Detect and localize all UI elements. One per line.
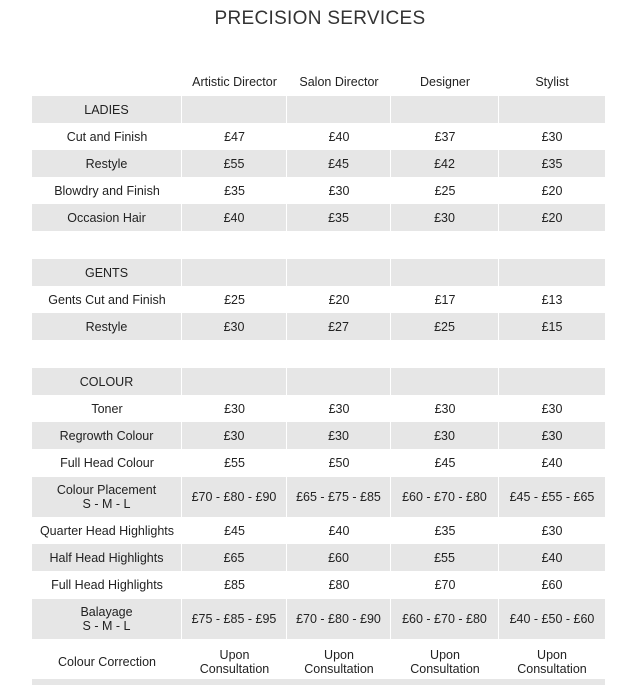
service-row [32, 204, 605, 231]
price-artistic-director [182, 544, 287, 571]
service-name [32, 477, 182, 517]
price-designer-text: £55 [434, 550, 455, 565]
price-stylist-text: Consultation [517, 662, 587, 676]
section-empty-cell [391, 259, 499, 286]
price-salon-director-text: £45 [328, 156, 349, 171]
price-salon-director [287, 286, 391, 313]
price-salon-director-text: Upon [324, 648, 354, 662]
service-row [32, 177, 605, 204]
price-designer-text: £30 [434, 401, 456, 416]
price-designer [391, 544, 499, 571]
price-stylist-text: £40 [541, 455, 563, 470]
price-stylist [499, 477, 605, 517]
price-salon-director [287, 544, 391, 571]
price-artistic-director-text: £55 [224, 455, 245, 470]
price-stylist-text: £30 [541, 401, 563, 416]
section-empty-cell [287, 259, 391, 286]
price-stylist-text: £40 - £50 - £60 [509, 612, 595, 626]
service-name-text: Full Head Highlights [51, 577, 163, 592]
service-name [32, 544, 182, 571]
service-name-text: Cut and Finish [66, 129, 148, 144]
price-salon-director-text: £80 [328, 577, 350, 592]
service-row [32, 422, 605, 449]
section-empty-cell [287, 368, 391, 395]
section-empty-cell [182, 96, 287, 123]
service-name-text: Regrowth Colour [59, 428, 154, 443]
price-stylist-text: £45 - £55 - £65 [509, 490, 595, 504]
section-empty-cell [499, 259, 605, 286]
section-label-colour-text: COLOUR [79, 374, 134, 389]
price-designer [391, 477, 499, 517]
price-artistic-director-text: £45 [224, 523, 245, 538]
price-salon-director-text: £65 - £75 - £85 [296, 490, 381, 504]
price-stylist [499, 599, 605, 639]
price-salon-director [287, 150, 391, 177]
price-salon-director-text: £30 [328, 183, 350, 198]
service-row [32, 123, 605, 150]
column-header-designer [391, 68, 499, 95]
service-name [32, 123, 182, 150]
service-name-text: S - M - L [82, 497, 131, 511]
price-salon-director-text: £40 [328, 523, 350, 538]
service-row [32, 599, 605, 639]
service-name [32, 286, 182, 313]
price-designer [391, 517, 499, 544]
column-header-salon-director-text: Salon Director [299, 74, 379, 89]
price-stylist-text: Upon [537, 648, 567, 662]
service-name-text: Gents Cut and Finish [48, 292, 166, 307]
section-header-ladies [32, 96, 605, 123]
price-designer [391, 395, 499, 422]
price-salon-director [287, 599, 391, 639]
price-stylist [499, 544, 605, 571]
section-empty-cell [182, 368, 287, 395]
price-designer-text: Consultation [410, 662, 480, 676]
price-designer-text: £70 [434, 577, 456, 592]
price-artistic-director-text: £30 [223, 428, 245, 443]
service-row [32, 449, 605, 476]
service-name-text: Colour Correction [58, 655, 156, 669]
table-bottom-strip [32, 679, 605, 685]
price-artistic-director-text: £35 [224, 183, 245, 198]
price-stylist-text: £20 [541, 183, 563, 198]
price-stylist [499, 313, 605, 340]
price-artistic-director [182, 449, 287, 476]
price-designer-text: £60 - £70 - £80 [402, 490, 487, 504]
price-salon-director-text: £70 - £80 - £90 [296, 612, 381, 626]
price-artistic-director [182, 150, 287, 177]
column-header-designer-text: Designer [419, 74, 471, 89]
price-designer [391, 449, 499, 476]
price-designer [391, 123, 499, 150]
price-stylist-text: £15 [541, 319, 563, 334]
price-artistic-director [182, 477, 287, 517]
price-designer-text: £25 [434, 319, 455, 334]
price-salon-director-text: £20 [328, 292, 350, 307]
section-empty-cell [499, 96, 605, 123]
price-designer [391, 571, 499, 598]
service-name-text: Balayage [80, 605, 133, 619]
price-artistic-director-text: £30 [223, 319, 245, 334]
service-name [32, 395, 182, 422]
price-salon-director [287, 395, 391, 422]
service-name [32, 599, 182, 639]
service-name [32, 204, 182, 231]
price-salon-director-text: Consultation [304, 662, 374, 676]
section-label-gents-text: GENTS [84, 265, 129, 280]
section-header-gents [32, 259, 605, 286]
service-row [32, 150, 605, 177]
price-artistic-director [182, 123, 287, 150]
column-header-artistic-director-text: Artistic Director [192, 74, 277, 89]
service-name-text: Half Head Highlights [49, 550, 164, 565]
price-stylist-text: £30 [541, 428, 563, 443]
section-empty-cell [391, 368, 499, 395]
service-name-text: S - M - L [82, 619, 131, 633]
price-artistic-director-text: £75 - £85 - £95 [191, 612, 277, 626]
price-salon-director [287, 449, 391, 476]
price-designer [391, 313, 499, 340]
price-artistic-director-text: £47 [224, 129, 245, 144]
column-header-salon-director [287, 68, 391, 95]
price-stylist [499, 395, 605, 422]
price-designer-text: £45 [434, 455, 456, 470]
price-designer [391, 150, 499, 177]
service-row [32, 571, 605, 598]
price-stylist-text: £20 [541, 210, 563, 225]
price-artistic-director-text: £55 [223, 156, 245, 171]
header-spacer [32, 68, 182, 95]
price-stylist-text: £30 [541, 523, 563, 538]
price-stylist-text: £40 [541, 550, 563, 565]
column-header-artistic-director [182, 68, 287, 95]
service-name-text: Occasion Hair [67, 210, 146, 225]
price-designer-text: £25 [434, 183, 456, 198]
price-salon-director [287, 204, 391, 231]
price-salon-director-text: £60 [328, 550, 349, 565]
page-title: PRECISION SERVICES [214, 8, 426, 29]
price-designer-text: £37 [434, 129, 456, 144]
column-header-stylist-text: Stylist [535, 74, 569, 89]
price-stylist [499, 177, 605, 204]
price-salon-director [287, 313, 391, 340]
service-row [32, 313, 605, 340]
service-row [32, 477, 605, 517]
service-row [32, 286, 605, 313]
column-header-stylist [499, 68, 605, 95]
price-artistic-director [182, 313, 287, 340]
section-label-colour [32, 368, 182, 395]
price-artistic-director-text: £40 [223, 210, 245, 225]
price-artistic-director-text: £25 [224, 292, 245, 307]
service-row [32, 544, 605, 571]
service-name [32, 177, 182, 204]
price-artistic-director-text: £85 [224, 577, 245, 592]
price-stylist [499, 150, 605, 177]
price-stylist [499, 517, 605, 544]
price-stylist [499, 449, 605, 476]
section-empty-cell [182, 259, 287, 286]
section-label-ladies-text: LADIES [84, 102, 129, 117]
section-header-colour [32, 368, 605, 395]
price-designer-text: £42 [434, 156, 455, 171]
price-artistic-director-text: Consultation [199, 662, 270, 676]
price-artistic-director [182, 204, 287, 231]
service-name [32, 313, 182, 340]
service-name-text: Blowdry and Finish [54, 183, 160, 198]
price-stylist-text: £30 [541, 129, 563, 144]
price-artistic-director-text: £30 [224, 401, 245, 416]
service-name-text: Quarter Head Highlights [39, 523, 175, 538]
price-designer-text: Upon [430, 648, 460, 662]
price-salon-director [287, 477, 391, 517]
section-empty-cell [499, 368, 605, 395]
price-artistic-director-text: £70 - £80 - £90 [191, 490, 277, 504]
price-artistic-director [182, 571, 287, 598]
section-label-ladies [32, 96, 182, 123]
price-stylist [499, 422, 605, 449]
price-designer-text: £30 [434, 210, 455, 225]
service-row [32, 517, 605, 544]
service-name [32, 449, 182, 476]
price-designer-text: £35 [434, 523, 456, 538]
price-designer-text: £17 [434, 292, 456, 307]
price-stylist [499, 286, 605, 313]
price-designer [391, 422, 499, 449]
price-salon-director-text: £50 [328, 455, 350, 470]
price-artistic-director [182, 422, 287, 449]
price-salon-director-text: £30 [328, 428, 349, 443]
price-salon-director [287, 177, 391, 204]
price-designer [391, 204, 499, 231]
price-stylist-text: £60 [541, 577, 563, 592]
column-header-row [32, 68, 605, 95]
price-salon-director-text: £27 [328, 319, 349, 334]
price-stylist-text: £35 [541, 156, 563, 171]
service-name [32, 422, 182, 449]
price-stylist [499, 204, 605, 231]
price-salon-director-text: £35 [328, 210, 349, 225]
price-salon-director [287, 123, 391, 150]
price-salon-director [287, 422, 391, 449]
price-artistic-director-text: £65 [223, 550, 245, 565]
service-name [32, 517, 182, 544]
price-artistic-director [182, 177, 287, 204]
section-empty-cell [287, 96, 391, 123]
price-salon-director-text: £30 [328, 401, 350, 416]
price-designer [391, 286, 499, 313]
service-name-text: Restyle [85, 156, 128, 171]
section-empty-cell [391, 96, 499, 123]
price-designer-text: £30 [434, 428, 455, 443]
price-artistic-director [182, 395, 287, 422]
price-artistic-director [182, 286, 287, 313]
service-name-text: Full Head Colour [60, 455, 154, 470]
price-stylist-text: £13 [541, 292, 563, 307]
service-name-text: Colour Placement [56, 483, 157, 497]
price-salon-director-text: £40 [328, 129, 350, 144]
service-name-text: Restyle [85, 319, 128, 334]
service-name-text: Toner [91, 401, 123, 416]
service-name [32, 150, 182, 177]
price-designer [391, 599, 499, 639]
price-stylist [499, 571, 605, 598]
service-row [32, 395, 605, 422]
price-stylist [499, 123, 605, 150]
service-name [32, 571, 182, 598]
section-label-gents [32, 259, 182, 286]
price-salon-director [287, 571, 391, 598]
price-designer-text: £60 - £70 - £80 [402, 612, 487, 626]
price-artistic-director [182, 517, 287, 544]
price-designer [391, 177, 499, 204]
price-salon-director [287, 517, 391, 544]
price-artistic-director [182, 599, 287, 639]
price-artistic-director-text: Upon [219, 648, 250, 662]
